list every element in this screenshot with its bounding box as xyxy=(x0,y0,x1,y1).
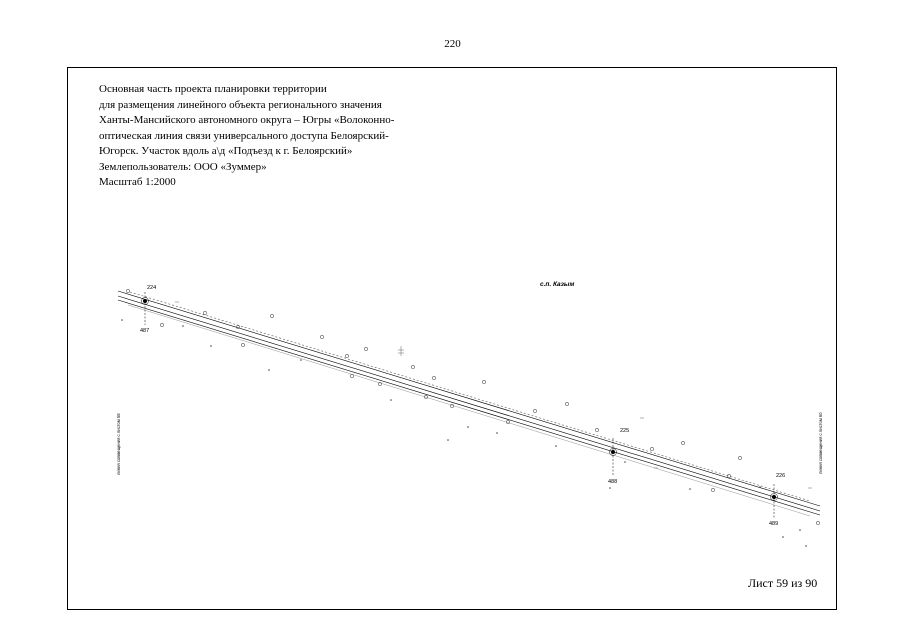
title-line-5: Югорск. Участок вдоль а\д «Подъезд к г. Белоярский» xyxy=(99,145,353,157)
hatch-marks xyxy=(175,302,812,488)
title-line-2: для размещения линейного объекта регионального значения xyxy=(99,98,382,111)
point-2-top-label: 225 xyxy=(620,428,630,434)
boundary-point-2 xyxy=(610,438,617,476)
page-number: 220 xyxy=(444,38,461,50)
settlement-label: с.п. Казым xyxy=(540,281,575,288)
match-line-left-label: линия совмещения с листом 58 xyxy=(116,413,121,475)
road-edge-north xyxy=(118,291,820,506)
point-1-bottom-label: 487 xyxy=(140,328,150,334)
survey-marks xyxy=(126,289,819,524)
point-2-bottom-label: 488 xyxy=(608,479,618,485)
road-edge-south xyxy=(118,300,820,515)
point-1-top-label: 224 xyxy=(147,285,157,291)
point-3-top-label: 226 xyxy=(776,473,786,479)
cable-line xyxy=(130,292,810,501)
road-corridor xyxy=(118,291,820,516)
title-line-3: Ханты-Мансийского автономного округа – Югры «Волоконно- xyxy=(99,114,395,126)
title-line-1: Основная часть проекта планировки территории xyxy=(99,83,327,95)
allotment-border xyxy=(128,305,810,516)
match-line-right-label: линия совмещения с листом 60 xyxy=(818,412,823,474)
title-line-4: оптическая линия связи универсального доступа Белоярский- xyxy=(99,129,389,142)
land-user-line: Землепользователь: ООО «Зуммер» xyxy=(99,160,267,173)
survey-dots xyxy=(121,319,807,547)
sheet-label: Лист 59 из 90 xyxy=(748,576,818,590)
scale-line: Масштаб 1:2000 xyxy=(99,176,176,188)
road-edge-mid xyxy=(118,296,820,511)
point-3-bottom-label: 489 xyxy=(769,521,779,527)
